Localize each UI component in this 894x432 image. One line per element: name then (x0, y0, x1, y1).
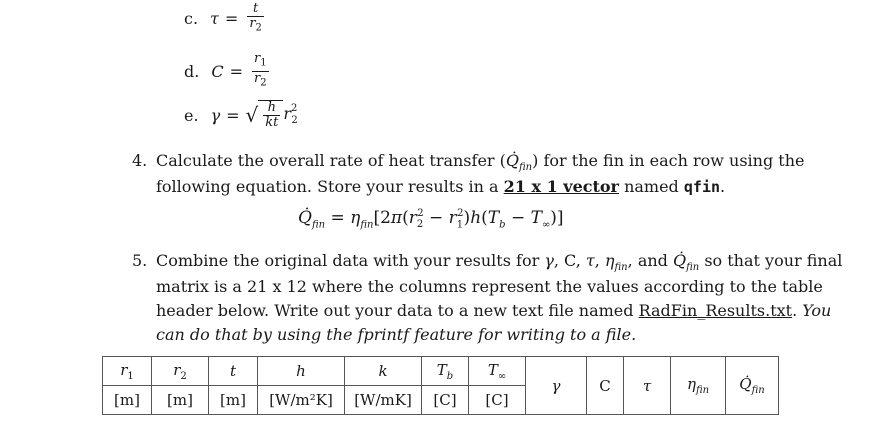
definition-e-radius: $r^2_2$ (283, 102, 298, 127)
step-4-line-2: following equation. Store your results in a 21 x 1 vector named qfin. (156, 177, 726, 196)
header-h: h (258, 357, 345, 386)
header-k: k (345, 357, 422, 386)
header-gamma: γ (526, 357, 587, 415)
results-table-header (102, 356, 779, 415)
header-tb: $T_b$ (422, 357, 469, 386)
header-r1: $r_1$ (103, 357, 152, 386)
definition-c-fraction: $\frac{t}{r_2}$ (249, 1, 262, 34)
header-t: t (209, 357, 258, 386)
definition-c-symbol: τ (210, 9, 219, 29)
definition-d: d. C = $\frac{r_1}{r_2}$ (184, 51, 267, 89)
unit-cell: [m] (209, 386, 258, 415)
step-5-number: 5. (132, 251, 148, 270)
header-c: C (587, 357, 624, 415)
step-4-line-1: Calculate the overall rate of heat transfer $(Q̇_{fin})$ for the fin in each row using the (156, 151, 805, 174)
step-4-number: 4. (132, 151, 148, 170)
definition-d-label: d. (184, 61, 200, 81)
header-r2: $r_2$ (152, 357, 209, 386)
header-tinf: $T_\infty$ (469, 357, 526, 386)
step-5-line-2: matrix is a 21 x 12 where the columns represent the values according to the table (156, 277, 823, 296)
definition-e: e. γ = √ $\frac{h}{kt}$ $r^2_2$ (184, 100, 298, 130)
header-q-fin: $Q̇_{fin}$ (726, 357, 779, 415)
unit-cell: [m] (152, 386, 209, 415)
table-row (103, 357, 779, 386)
definition-d-fraction: $\frac{r_1}{r_2}$ (253, 51, 267, 89)
header-eta-fin: $\eta_{fin}$ (671, 357, 726, 415)
definition-d-symbol: C (211, 61, 224, 81)
step-4-equation: $Q̇_{fin} = \eta_{fin}[2\pi(r_2^2 - r_1^2)h(T_b - T_\infty)]$ (298, 208, 564, 231)
definition-c: c. τ = $\frac{t}{r_2}$ (184, 1, 262, 34)
unit-cell: [W/m²K] (258, 386, 345, 415)
definition-c-label: c. (184, 9, 199, 29)
step-5-line-1: Combine the original data with your results for γ, C, τ, $\eta_{fin}$, and $Q̇_{fin}$ so that your final (156, 251, 843, 274)
unit-cell: [m] (103, 386, 152, 415)
results-filename: RadFin_Results.txt (638, 301, 793, 320)
definition-e-label: e. (184, 105, 199, 125)
unit-cell: [C] (469, 386, 526, 415)
step-5-line-4: can do that by using the fprintf feature for writing to a file. (156, 325, 637, 344)
definition-e-symbol: γ (210, 105, 221, 125)
unit-cell: [C] (422, 386, 469, 415)
definition-e-sqrt: √ $\frac{h}{kt}$ (246, 100, 284, 130)
header-tau: τ (624, 357, 671, 415)
step-5-line-3: header below. Write out your data to a new text file named RadFin_Results.txt. You (156, 301, 832, 320)
unit-cell: [W/mK] (345, 386, 422, 415)
